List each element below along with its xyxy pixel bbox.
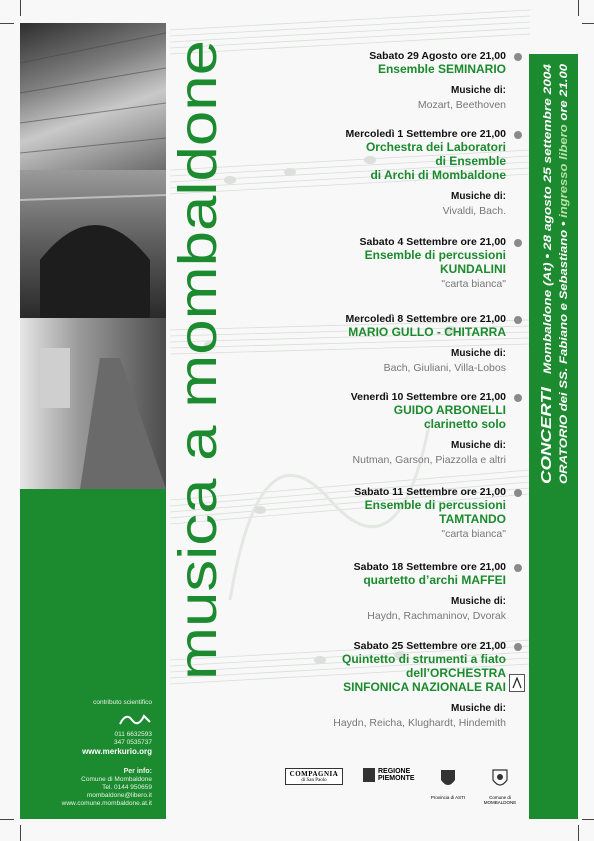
concert-info-band	[529, 54, 578, 819]
event-bullet	[514, 643, 522, 651]
event-date: Venerdì 10 Settembre ore 21,00	[350, 391, 506, 403]
music-label: Musiche di:	[450, 596, 506, 607]
event-5	[246, 391, 506, 467]
svg-text:CONCERTI Mombaldone (A	[538, 64, 555, 484]
event-date: Sabato 11 Settembre ore 21,00	[354, 486, 506, 498]
regione-sub: PIEMONTE	[378, 775, 415, 782]
event-bullet	[514, 489, 522, 497]
event-8	[246, 640, 506, 730]
composers: Haydn, Reicha, Klughardt, Hindemith	[333, 717, 506, 729]
info-tel: Tel. 0144 950659	[102, 784, 152, 791]
event-4	[246, 313, 506, 375]
vertical-title	[168, 0, 228, 841]
regione-name: REGIONE	[378, 768, 411, 775]
event-date: Sabato 4 Settembre ore 21,00	[359, 236, 506, 248]
crop-mark	[578, 0, 579, 16]
event-title: Ensemble SEMINARIO	[377, 62, 506, 76]
comune-logo	[478, 768, 522, 804]
crop-mark	[582, 23, 594, 24]
compagnia-logo	[285, 768, 343, 804]
music-label: Musiche di:	[450, 85, 506, 96]
regione-logo	[363, 768, 419, 804]
event-title-line: KUNDALINI	[440, 262, 506, 276]
event-bullet	[514, 316, 522, 324]
event-3	[246, 236, 506, 291]
svg-text:ORATORIO dei SS. Fabiano e Seb	[558, 63, 570, 484]
start-time: ore 21.00	[558, 72, 570, 121]
photo-strip	[20, 23, 166, 489]
event-title: quartetto d’archi MAFFEI	[363, 573, 506, 587]
event-bullet	[514, 131, 522, 139]
arch-photo	[20, 170, 166, 318]
event-2	[246, 128, 506, 218]
event-date: Sabato 29 Agosto ore 21,00	[369, 50, 506, 62]
music-label: Musiche di:	[450, 348, 506, 359]
merkurio-logo	[118, 710, 152, 728]
crop-mark	[0, 23, 14, 24]
composers: Nutman, Garson, Piazzolla e altri	[352, 454, 506, 466]
piccola-ensemble-logo	[509, 674, 525, 692]
composers: Bach, Giuliani, Villa-Lobos	[383, 362, 506, 374]
comune-name: MOMBALDONE	[483, 800, 517, 805]
provincia-name: Provincia di ASTI	[430, 795, 466, 800]
event-title-line: di Archi di Mombaldone	[370, 168, 506, 182]
comune-label: Comune di	[489, 795, 511, 800]
event-date: Mercoledì 8 Settembre ore 21,00	[345, 313, 506, 325]
info-website[interactable]: www.comune.mombaldone.at.it	[61, 800, 152, 807]
provincia-crest-icon	[439, 768, 457, 790]
info-comune: Comune di Mombaldone	[81, 776, 152, 783]
event-title-line: GUIDO ARBONELLI	[393, 403, 506, 417]
alley-photo	[20, 318, 166, 489]
compagnia-name: COMPAGNIA	[289, 770, 339, 778]
event-6	[246, 486, 506, 541]
phone-1: 011 6632593	[114, 731, 152, 738]
dates-line: Mombaldone (At) • 28 agosto 25 settembre 2004	[542, 124, 554, 375]
vertical-title-text: musica a mombaldone	[168, 136, 228, 680]
provincia-logo	[428, 768, 468, 804]
merkurio-link[interactable]: www.merkurio.org	[82, 747, 152, 756]
info-label: Per info:	[123, 768, 152, 775]
composers: Haydn, Rachmaninov, Dvorak	[367, 610, 506, 622]
event-title-line: dell’ORCHESTRA	[405, 666, 506, 680]
crop-mark	[20, 0, 21, 16]
event-title: MARIO GULLO - CHITARRA	[348, 325, 506, 339]
credits-block	[20, 699, 152, 808]
event-date: Sabato 18 Settembre ore 21,00	[353, 561, 506, 573]
cobblestone-photo	[20, 23, 166, 170]
phone-2: 347 0535737	[114, 739, 152, 746]
crop-mark	[578, 825, 579, 841]
event-date: Sabato 25 Settembre ore 21,00	[353, 640, 506, 652]
event-1	[246, 50, 506, 112]
music-label: Musiche di:	[450, 440, 506, 451]
crop-mark	[20, 825, 21, 841]
event-date: Mercoledì 1 Settembre ore 21,00	[345, 128, 506, 140]
compagnia-sub: di San Paolo	[301, 778, 327, 783]
music-label: Musiche di:	[450, 191, 506, 202]
event-title-line: Orchestra dei Laboratori	[365, 140, 506, 154]
composers: Vivaldi, Bach.	[442, 205, 506, 217]
event-title-line: clarinetto solo	[423, 417, 506, 431]
composers: "carta bianca"	[441, 278, 506, 290]
event-title-line: Ensemble di percussioni	[364, 248, 506, 262]
concerti-label: CONCERTI	[538, 405, 555, 484]
comune-crest-icon	[491, 768, 509, 790]
music-label: Musiche di:	[450, 703, 506, 714]
regione-emblem-icon	[363, 768, 375, 782]
event-title-line: Ensemble di percussioni	[364, 498, 506, 512]
event-bullet	[514, 239, 522, 247]
event-title-line: TAMTANDO	[439, 512, 506, 526]
crop-mark	[0, 819, 14, 820]
free-entry: ingresso libero	[558, 135, 570, 218]
composers: Mozart, Beethoven	[417, 99, 506, 111]
event-bullet	[514, 394, 522, 402]
venue-line: ORATORIO dei SS. Fabiano e Sebastiano •	[558, 259, 570, 484]
event-title-line: di Ensemble	[435, 154, 506, 168]
event-bullet	[514, 564, 522, 572]
event-bullet	[514, 53, 522, 61]
event-title-line: Quintetto di strumenti a fiato	[342, 652, 506, 666]
info-email[interactable]: mombaldone@libero.it	[86, 792, 152, 799]
event-7	[246, 561, 506, 623]
crop-mark	[582, 819, 594, 820]
composers: "carta bianca"	[441, 528, 506, 540]
contributo-label: contributo scientifico	[93, 699, 152, 706]
event-title-line: SINFONICA NAZIONALE RAI	[343, 680, 506, 694]
